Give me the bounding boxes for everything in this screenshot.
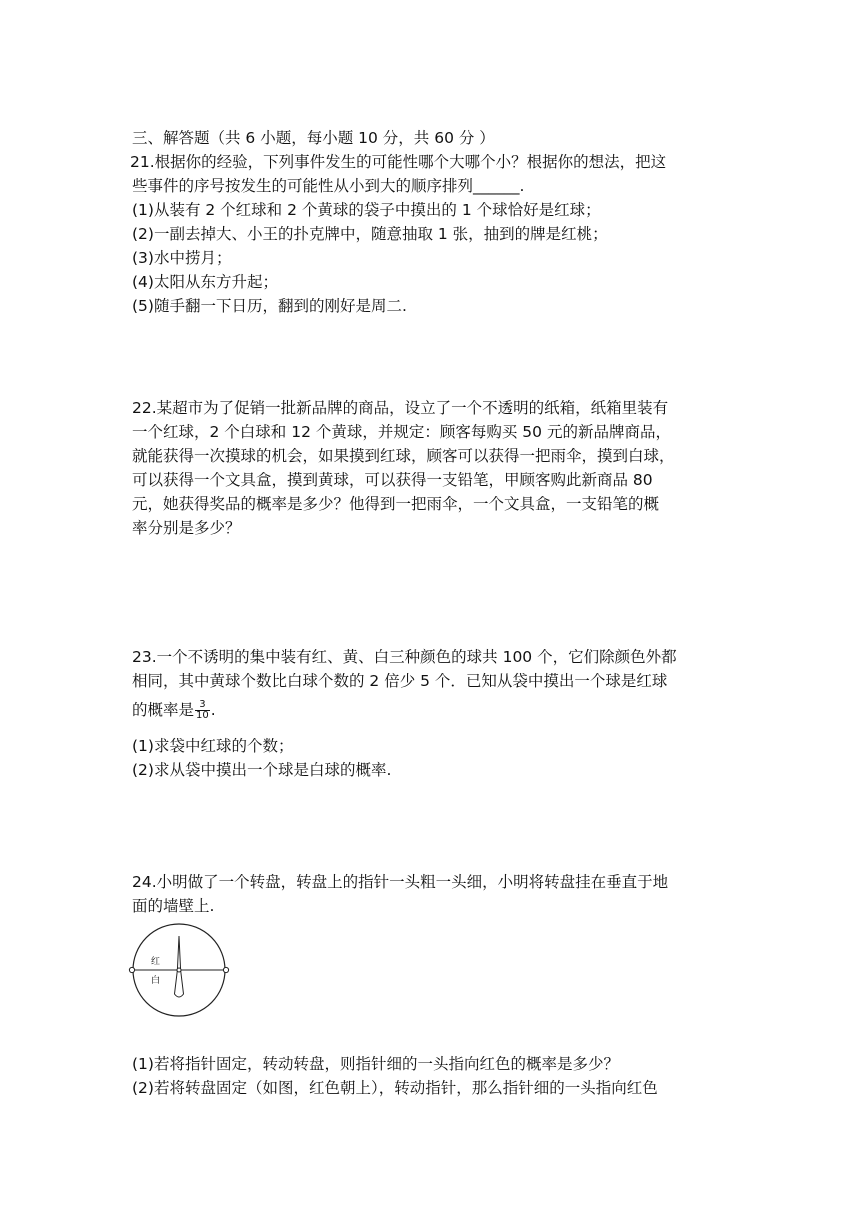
fraction-numerator: 3 bbox=[195, 700, 210, 711]
q21-item-2: (2)一副去掉大、小王的扑克牌中，随意抽取 1 张，抽到的牌是红桃； bbox=[132, 225, 608, 243]
q21-item-5: (5)随手翻一下日历，翻到的刚好是周二. bbox=[132, 297, 407, 315]
pointer-center-pin bbox=[177, 968, 181, 972]
q21-item-1: (1)从装有 2 个红球和 2 个黄球的袋子中摸出的 1 个球恰好是红球； bbox=[132, 201, 601, 219]
q21-item-3: (3)水中捞月； bbox=[132, 249, 232, 267]
q23-item-2: (2)求从袋中摸出一个球是白球的概率. bbox=[132, 761, 392, 779]
q24-item-2: (2)若将转盘固定（如图，红色朝上），转动指针，那么指针细的一头指向红色 bbox=[132, 1079, 658, 1097]
q21-text-line-1: 21.根据你的经验，下列事件发生的可能性哪个大哪个小？根据你的想法，把这 bbox=[130, 153, 667, 171]
q22-text-line-2: 一个红球，2 个白球和 12 个黄球，并规定：顾客每购买 50 元的新品牌商品， bbox=[132, 423, 671, 441]
fraction-denominator: 10 bbox=[196, 710, 209, 721]
q22-text-line-1: 22.某超市为了促销一批新品牌的商品，设立了一个不透明的纸箱，纸箱里装有 bbox=[132, 399, 669, 417]
q24-text-line-2: 面的墙壁上. bbox=[132, 897, 215, 915]
label-red: 红 bbox=[151, 957, 161, 967]
q23-item-1: (1)求袋中红球的个数； bbox=[132, 737, 294, 755]
spinner-diagram bbox=[128, 922, 232, 1022]
spinner-figure bbox=[128, 922, 232, 1022]
section-heading: 三、解答题（共 6 小题，每小题 10 分，共 60 分 ） bbox=[132, 129, 495, 147]
right-pivot-dot bbox=[223, 967, 228, 972]
q21-item-4: (4)太阳从东方升起； bbox=[132, 273, 278, 291]
q22-text-line-4: 可以获得一个文具盒，摸到黄球，可以获得一支铅笔，甲顾客购此新商品 80 bbox=[132, 471, 653, 489]
fraction bbox=[195, 700, 210, 721]
q22-text-line-5: 元，她获得奖品的概率是多少？他得到一把雨伞，一个文具盒，一支铅笔的概 bbox=[132, 495, 660, 513]
pointer-needle bbox=[175, 936, 184, 997]
q22-text-line-6: 率分别是多少？ bbox=[132, 519, 241, 537]
q23-probability-line bbox=[132, 696, 216, 724]
label-white: 白 bbox=[151, 976, 161, 986]
q23-prob-suffix: . bbox=[210, 701, 216, 719]
q22-text-line-3: 就能获得一次摸球的机会，如果摸到红球，顾客可以获得一把雨伞，摸到白球， bbox=[132, 447, 675, 465]
q21-text-line-2: 些事件的序号按发生的可能性从小到大的顺序排列______. bbox=[132, 177, 525, 195]
q24-item-1: (1)若将指针固定，转动转盘，则指针细的一头指向红色的概率是多少？ bbox=[132, 1055, 619, 1073]
q23-text-line-1: 23.一个不诱明的集中装有红、黄、白三种颜色的球共 100 个，它们除颜色外都 bbox=[132, 648, 677, 666]
q23-text-line-2: 相同，其中黄球个数比白球个数的 2 倍少 5 个．已知从袋中摸出一个球是红球 bbox=[132, 672, 668, 690]
left-pivot-dot bbox=[129, 967, 134, 972]
q24-text-line-1: 24.小明做了一个转盘，转盘上的指针一头粗一头细，小明将转盘挂在垂直于地 bbox=[132, 873, 669, 891]
q23-prob-prefix: 的概率是 bbox=[132, 701, 195, 719]
